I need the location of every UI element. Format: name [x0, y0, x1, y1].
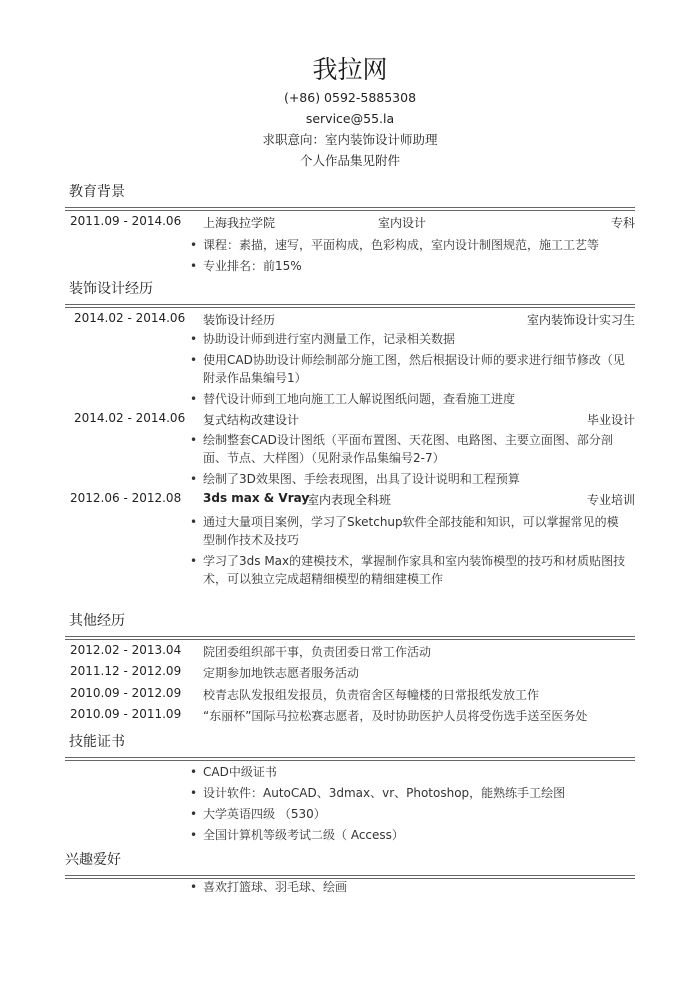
list-item: [65, 643, 635, 663]
experience-bullets: [189, 330, 629, 411]
experience-date: 2014.02 - 2014.06: [74, 311, 186, 325]
other-date: 2010.09 - 2011.09: [70, 707, 182, 721]
other-desc: 校青志队发报组发报员，负责宿舍区每幢楼的日常报纸发放工作: [203, 688, 540, 702]
section-title-other: 其他经历: [69, 613, 125, 629]
education-section: [65, 183, 635, 211]
section-divider: [65, 636, 635, 640]
email-address: service@55.la: [305, 111, 395, 126]
job-objective: 求职意向：室内装饰设计师助理: [262, 132, 438, 147]
school-name: 上海我拉学院: [203, 216, 276, 230]
list-item: • 协助设计师到进行室内测量工作，记录相关数据: [189, 330, 629, 348]
list-item: • 全国计算机等级考试二级（ Access）: [189, 826, 629, 844]
resume-header: [0, 0, 700, 171]
list-item: • CAD中级证书: [189, 763, 629, 781]
portfolio-note: 个人作品集见附件: [299, 153, 400, 168]
other-desc: 院团委组织部干事，负责团委日常工作活动: [203, 645, 432, 659]
list-item: [65, 664, 635, 684]
list-item: • 课程：素描，速写，平面构成，色彩构成，室内设计制图规范，施工工艺等: [189, 236, 629, 254]
list-item: [65, 707, 635, 727]
section-divider: [65, 207, 635, 211]
section-divider: [65, 304, 635, 308]
section-title-skills: 技能证书: [69, 734, 125, 750]
degree-level: 专科: [610, 216, 635, 230]
other-section: [65, 612, 635, 640]
major-name: 室内设计: [378, 216, 427, 230]
experience-org: 复式结构改建设计: [203, 413, 300, 427]
experience-head: [203, 411, 635, 427]
experience-role: 毕业设计: [586, 413, 635, 427]
list-item: • 替代设计师到工地向施工工人解说图纸问题，查看施工进度: [189, 390, 629, 408]
hobbies-bullets: [189, 878, 629, 899]
experience-date: 2012.06 - 2012.08: [70, 491, 182, 505]
experience-org: 3ds max & Vray: [203, 491, 310, 505]
experience-date: 2014.02 - 2014.06: [74, 411, 186, 425]
experience-org: 装饰设计经历: [203, 313, 276, 327]
phone-number: (+86) 0592-5885308: [283, 90, 417, 105]
other-desc: 定期参加地铁志愿者服务活动: [203, 666, 360, 680]
list-item: • 专业排名：前15%: [189, 257, 629, 275]
education-date: 2011.09 - 2014.06: [70, 214, 182, 228]
list-item: • 喜欢打篮球、羽毛球、绘画: [189, 878, 629, 896]
other-date: 2011.12 - 2012.09: [70, 664, 182, 678]
experience-bullets: [189, 513, 629, 591]
section-title-education: 教育背景: [69, 184, 125, 200]
skills-bullets: [189, 763, 629, 847]
course-name: 室内表现全科班: [307, 493, 392, 507]
experience-head: [203, 311, 635, 327]
candidate-name: 我拉网: [312, 55, 388, 84]
other-date: 2012.02 - 2013.04: [70, 643, 182, 657]
skills-section: [65, 733, 635, 761]
education-bullets: [189, 236, 629, 278]
list-item: • 设计软件：AutoCAD、3dmax、vr、Photoshop，能熟练手工绘图: [189, 784, 629, 802]
other-desc: “东丽杯”国际马拉松赛志愿者，及时协助医护人员将受伤选手送至医务处: [203, 709, 588, 723]
section-title-hobbies: 兴趣爱好: [65, 852, 121, 868]
experience-bullets: [189, 431, 629, 491]
list-item: • 绘制了3D效果图、手绘表现图，出具了设计说明和工程预算: [189, 470, 629, 488]
section-title-experience: 装饰设计经历: [69, 281, 153, 297]
experience-section: [65, 280, 635, 308]
experience-head: [203, 491, 635, 507]
experience-role: 专业培训: [586, 493, 635, 507]
hobbies-section: [65, 851, 635, 879]
list-item: • 大学英语四级 （530）: [189, 805, 629, 823]
section-divider: [65, 757, 635, 761]
list-item: • 学习了3ds Max的建模技术，掌握制作家具和室内装饰模型的技巧和材质贴图技术，可以独立完成超精细模型的精细建模工作: [189, 552, 629, 588]
education-head: [203, 214, 635, 230]
list-item: • 通过大量项目案例，学习了Sketchup软件全部技能和知识，可以掌握常见的模型制作技术及技巧: [189, 513, 629, 549]
list-item: • 绘制整套CAD设计图纸（平面布置图、天花图、电路图、主要立面图、部分剖面、节点、大样图）（见附录作品集编号2-7）: [189, 431, 629, 467]
other-date: 2010.09 - 2012.09: [70, 686, 182, 700]
experience-role: 室内装饰设计实习生: [526, 313, 635, 327]
list-item: • 使用CAD协助设计师绘制部分施工图，然后根据设计师的要求进行细节修改（见附录作品集编号1）: [189, 351, 629, 387]
list-item: [65, 686, 635, 706]
